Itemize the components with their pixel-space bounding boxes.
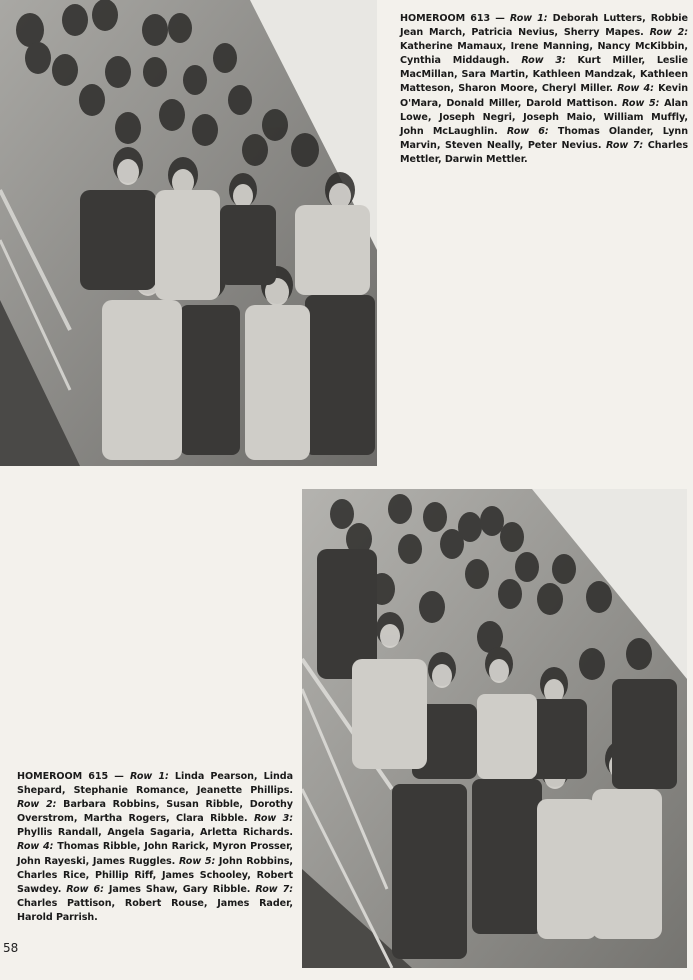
homeroom-615-dash: — (108, 771, 130, 782)
homeroom-613-heading: HOMEROOM 613 (400, 13, 491, 24)
homeroom-615-photo (302, 489, 687, 968)
row-label: Row 7: (255, 883, 293, 895)
row-names: Barbara Robbins, Susan Ribble, Dorothy Overstrom, Martha Rogers, Clara Ribble. (17, 799, 293, 825)
row-label: Row 3: (253, 813, 293, 825)
row-names: Alan Lowe, Joseph Negri, Joseph Maio, William Muffly, John McLaughlin. (400, 97, 689, 137)
row-names: Linda Pearson, Linda Shepard, Stephanie Romance, Jeanette Phillips. (17, 771, 293, 797)
homeroom-613-caption (400, 12, 688, 167)
homeroom-613-dash: — (490, 13, 510, 24)
homeroom-615-caption (17, 770, 293, 925)
homeroom-615-heading: HOMEROOM 615 (17, 771, 109, 782)
row-label: Row 4: (617, 83, 654, 95)
homeroom-613-photo (0, 0, 377, 466)
row-names: Thomas Olander, Lynn Marvin, Steven Neally, Peter Nevius. (400, 125, 688, 151)
row-label: Row 6: (506, 125, 549, 137)
homeroom-615-photo-art (302, 489, 687, 968)
row-label: Row 2: (649, 27, 688, 39)
row-names: Thomas Ribble, John Rarick, Myron Prosser, John Rayeski, James Ruggles. (17, 841, 294, 867)
row-label: Row 5: (178, 855, 216, 867)
page-number: 58 (3, 941, 19, 955)
row-names: Charles Pattison, Robert Rouse, James Rader, Harold Parrish. (17, 897, 293, 923)
homeroom-613-photo-art (0, 0, 377, 466)
row-names: Katherine Mamaux, Irene Manning, Nancy McKibbin, Cynthia Middaugh. (400, 41, 688, 67)
row-names: Charles Mettler, Darwin Mettler. (400, 139, 688, 165)
row-label: Row 6: (66, 883, 104, 895)
row-names: John Robbins, Charles Rice, Phillip Riff, James Schooley, Robert Sawdey. (17, 855, 293, 895)
row-names: Kurt Miller, Leslie MacMillan, Sara Martin, Kathleen Mandzak, Kathleen Matteson, Sharon Moore, Cheryl Miller. (400, 55, 688, 95)
row-label: Row 1: (130, 771, 169, 782)
row-label: Row 5: (622, 97, 660, 109)
row-names: James Shaw, Gary Ribble. (103, 883, 256, 895)
row-label: Row 3: (521, 55, 566, 67)
row-names: Kevin O'Mara, Donald Miller, Darold Mattison. (400, 83, 689, 109)
row-label: Row 1: (509, 13, 548, 24)
row-label: Row 2: (17, 799, 57, 811)
row-label: Row 4: (17, 841, 54, 853)
row-names: Deborah Lutters, Robbie Jean March, Patricia Nevius, Sherry Mapes. (400, 13, 688, 39)
row-names: Phyllis Randall, Angela Sagaria, Arletta Richards. (17, 827, 293, 839)
row-label: Row 7: (605, 139, 644, 151)
